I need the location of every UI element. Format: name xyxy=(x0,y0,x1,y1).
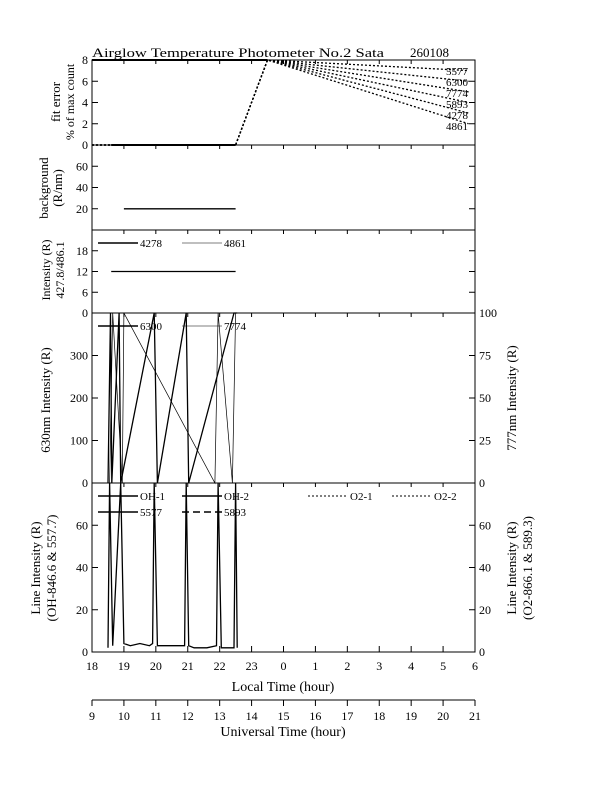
ut-tick-label: 19 xyxy=(405,709,418,723)
x-tick-label: 20 xyxy=(149,659,162,673)
y-tick-label: 60 xyxy=(76,518,88,533)
x-axis-local xyxy=(86,60,478,673)
ut-tick-label: 18 xyxy=(373,709,386,723)
p3-ylabel-2: 427.8/486.1 xyxy=(53,241,67,299)
ut-tick-label: 11 xyxy=(150,709,162,723)
ut-tick-label: 17 xyxy=(341,709,354,723)
ut-tick-label: 12 xyxy=(181,709,194,723)
y-right-tick-label: 25 xyxy=(479,433,491,448)
series-line-6300 xyxy=(92,60,469,145)
series-line-4278 xyxy=(92,60,469,145)
x-tick-label: 3 xyxy=(376,659,383,673)
legend-5893-b: 5893 xyxy=(224,507,246,519)
x-tick-label: 23 xyxy=(245,659,258,673)
y-tick-label: 20 xyxy=(76,602,88,617)
p2-ylabel-1: background xyxy=(36,157,51,219)
legend-4861: 4861 xyxy=(446,121,468,133)
panel-fit-error xyxy=(82,53,475,152)
legend-o21: O2-1 xyxy=(350,491,373,503)
legend-o22: O2-2 xyxy=(434,491,457,503)
x-tick-label: 1 xyxy=(312,659,319,673)
series-line-7774 xyxy=(110,313,236,483)
x-axis-ut xyxy=(89,700,481,723)
p4-legend xyxy=(98,321,247,333)
y-tick-label: 20 xyxy=(76,201,88,216)
x-tick-label: 6 xyxy=(472,659,478,673)
legend-7774: 7774 xyxy=(446,88,468,100)
y-tick-label: 200 xyxy=(70,391,88,405)
p5-ylabel-right-2: (O2-866.1 & 589.3) xyxy=(520,516,535,620)
p3-legend xyxy=(98,238,246,250)
y-right-tick-label: 75 xyxy=(479,348,491,363)
y-right-tick-label: 40 xyxy=(479,560,491,575)
p2-ylabel-2: (R/nm) xyxy=(50,169,65,207)
x-axis-ut-label: Universal Time (hour) xyxy=(220,725,346,740)
x-tick-label: 5 xyxy=(440,659,447,673)
legend-4861-b: 4861 xyxy=(224,238,246,250)
legend-6300-b: 6300 xyxy=(140,321,162,333)
x-tick-label: 2 xyxy=(344,659,351,673)
panel-frame xyxy=(92,145,475,230)
y-tick-label: 40 xyxy=(76,180,88,195)
series-line-5893 xyxy=(92,60,469,145)
ut-tick-label: 20 xyxy=(437,709,450,723)
p3-ylabel-1: Intensity (R) xyxy=(39,239,53,301)
y-tick-label: 2 xyxy=(82,116,88,131)
y-tick-label: 12 xyxy=(76,264,88,279)
legend-oh2: OH-2 xyxy=(224,491,250,503)
y-right-tick-label: 100 xyxy=(479,306,497,320)
legend-5893: 5893 xyxy=(446,99,468,111)
p4-ylabel: 630nm Intensity (R) xyxy=(38,347,53,453)
y-right-tick-label: 0 xyxy=(479,476,485,490)
panel-630-777 xyxy=(70,306,497,490)
x-tick-label: 4 xyxy=(408,659,415,673)
y-tick-label: 60 xyxy=(76,159,88,174)
chart-date: 260108 xyxy=(410,45,449,60)
series-line-7774 xyxy=(92,60,469,145)
ut-tick-label: 16 xyxy=(309,709,322,723)
y-tick-label: 18 xyxy=(76,243,88,258)
x-tick-label: 21 xyxy=(181,659,194,673)
series-line-5577 xyxy=(92,60,469,145)
x-axis-local-label: Local Time (hour) xyxy=(231,680,335,695)
ut-tick-label: 10 xyxy=(117,709,130,723)
x-tick-label: 22 xyxy=(213,659,226,673)
ut-tick-label: 15 xyxy=(277,709,290,723)
x-tick-label: 0 xyxy=(280,659,287,673)
y-tick-label: 6 xyxy=(82,285,88,300)
p5-ylabel-2: (OH-846.6 & 557.7) xyxy=(44,514,59,622)
p1-legend xyxy=(446,66,469,133)
legend-6300: 6300 xyxy=(446,77,468,89)
panel-line-intensity xyxy=(76,483,491,659)
p4-ylabel-right: 777nm Intensity (R) xyxy=(504,345,519,451)
y-right-tick-label: 0 xyxy=(479,645,485,659)
y-tick-label: 0 xyxy=(82,138,88,152)
p5-legend xyxy=(98,491,457,519)
legend-7774-b: 7774 xyxy=(224,321,246,333)
x-tick-label: 18 xyxy=(86,659,98,673)
y-right-tick-label: 50 xyxy=(479,391,491,405)
y-tick-label: 100 xyxy=(70,433,88,448)
chart-title: Airglow Temperature Photometer No.2 Sata xyxy=(92,45,385,60)
y-tick-label: 4 xyxy=(82,95,88,110)
p5-ylabel-1: Line Intensity (R) xyxy=(28,521,43,615)
y-tick-label: 0 xyxy=(82,645,88,659)
y-tick-label: 0 xyxy=(82,476,88,490)
ut-tick-label: 9 xyxy=(89,709,95,723)
legend-5577-b: 5577 xyxy=(140,507,162,519)
ut-tick-label: 13 xyxy=(213,709,226,723)
ut-tick-label: 21 xyxy=(469,709,481,723)
panel-frame xyxy=(92,60,475,145)
y-tick-label: 8 xyxy=(82,53,88,67)
legend-5577: 5577 xyxy=(446,66,468,78)
panel-background xyxy=(76,145,475,230)
x-tick-label: 19 xyxy=(117,659,130,673)
series-line-4861 xyxy=(92,60,469,145)
y-tick-label: 0 xyxy=(82,306,88,320)
legend-oh1: OH-1 xyxy=(140,491,166,503)
legend-4278-b: 4278 xyxy=(140,238,162,250)
y-tick-label: 6 xyxy=(82,74,88,89)
ut-tick-label: 14 xyxy=(245,709,258,723)
y-right-tick-label: 60 xyxy=(479,518,491,533)
y-tick-label: 40 xyxy=(76,560,88,575)
y-tick-label: 300 xyxy=(70,348,88,363)
p5-ylabel-right-1: Line Intensity (R) xyxy=(504,521,519,615)
y-right-tick-label: 20 xyxy=(479,602,491,617)
series-line-OH-1 xyxy=(108,483,237,648)
p1-ylabel-1: fit error xyxy=(48,81,63,123)
p1-ylabel-2: % of max count xyxy=(63,63,77,141)
legend-4278: 4278 xyxy=(446,110,468,122)
